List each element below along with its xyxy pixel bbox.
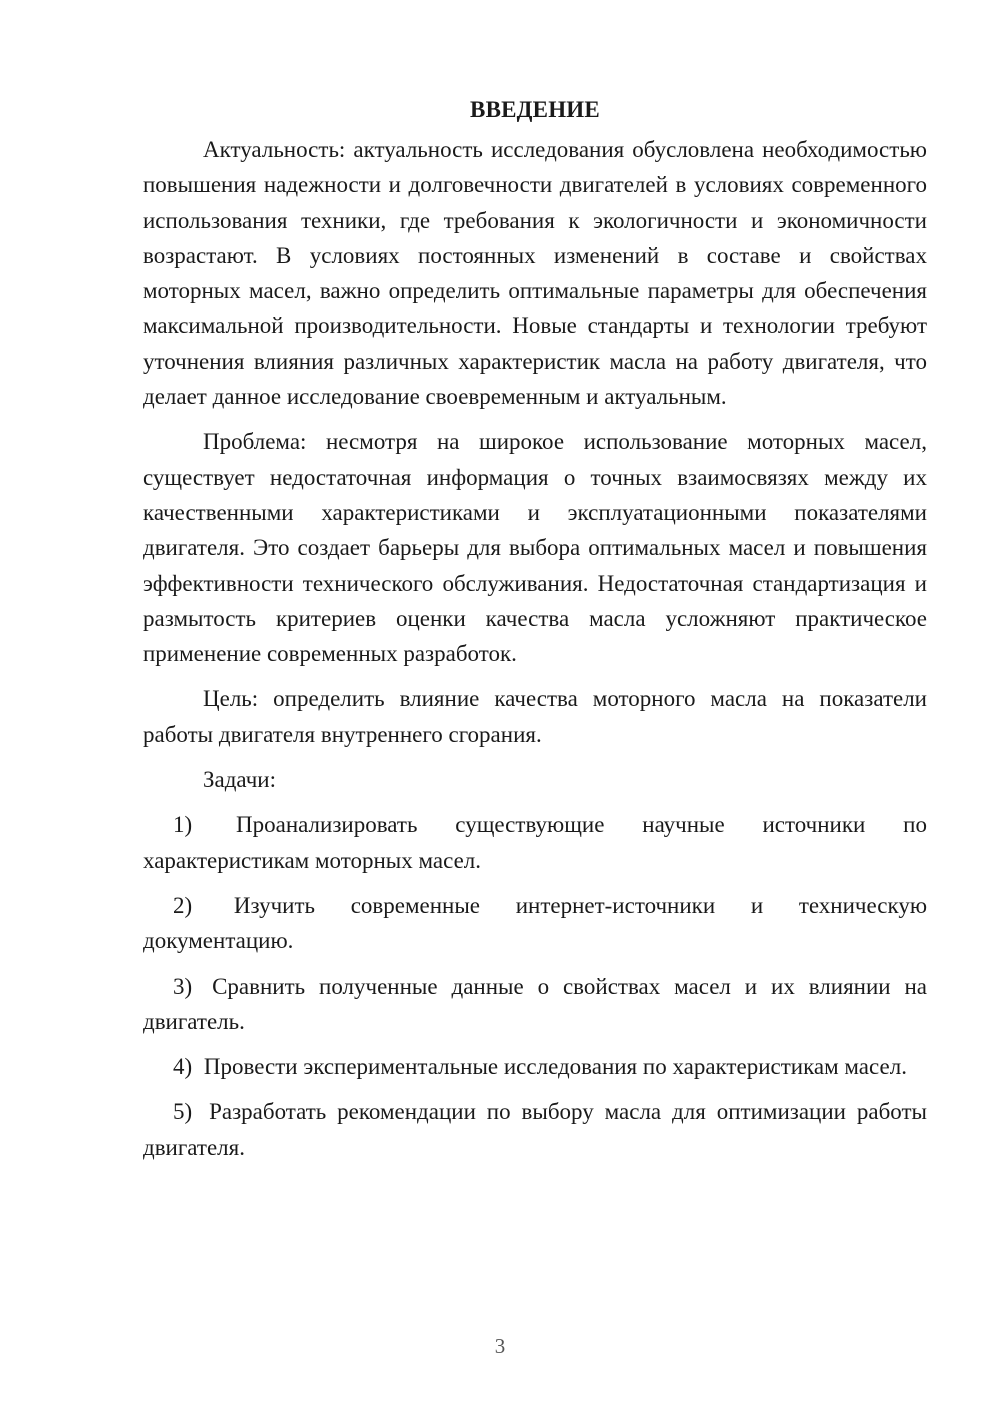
task-number: 2): [173, 892, 193, 918]
task-number: 5): [173, 1099, 193, 1125]
paragraph-goal: Цель: определить влияние качества моторного масла на показатели работы двигателя внутреннего сгорания.: [143, 686, 927, 747]
paragraph-relevance: Актуальность: актуальность исследования обусловлена необходимостью повышения надежности и долговечности двигателей в условиях современного использования техники, где требования к экологичности и экономичности возрастают. В условиях постоянных изменений в составе и свойствах моторных масел, важно определить оптимальные параметры для обеспечения максимальной производительности. Новые стандарты и технологии требуют уточнения влияния различных характеристик масла на работу двигателя, что делает данное исследование своевременным и актуальным.: [143, 137, 927, 410]
task-number: 1): [173, 812, 193, 838]
task-text: Проанализировать существующие научные источники по характеристикам моторных масел.: [143, 812, 927, 873]
task-text: Провести экспериментальные исследования по характеристикам масел.: [203, 1054, 907, 1080]
document-title: ВВЕДЕНИЕ: [470, 97, 600, 122]
task-text: Разработать рекомендации по выбору масла для оптимизации работы двигателя.: [143, 1099, 927, 1160]
task-item-1: [143, 807, 927, 878]
tasks-heading: Задачи:: [203, 767, 276, 793]
document-page: [143, 92, 927, 1165]
task-text: Изучить современные интернет-источники и техническую документацию.: [143, 892, 927, 954]
task-item-2: [143, 888, 927, 959]
task-number: 4): [173, 1054, 193, 1080]
task-item-5: [143, 1094, 927, 1165]
tasks-list: [143, 807, 927, 1165]
task-item-3: [143, 969, 927, 1040]
task-number: 3): [173, 973, 193, 999]
task-text: Сравнить полученные данные о свойствах масел и их влиянии на двигатель.: [143, 973, 927, 1034]
task-item-4: [143, 1049, 927, 1084]
page-number: 3: [494, 1334, 506, 1358]
paragraph-problem: Проблема: несмотря на широкое использование моторных масел, существует недостаточная информация о точных взаимосвязях между их качественными характеристиками и эксплуатационными показателями двигателя. Это создает барьеры для выбора оптимальных масел и повышения эффективности технического обслуживания. Недостаточная стандартизация и размытость критериев оценки качества масла усложняют практическое применение современных разработок.: [143, 429, 927, 667]
